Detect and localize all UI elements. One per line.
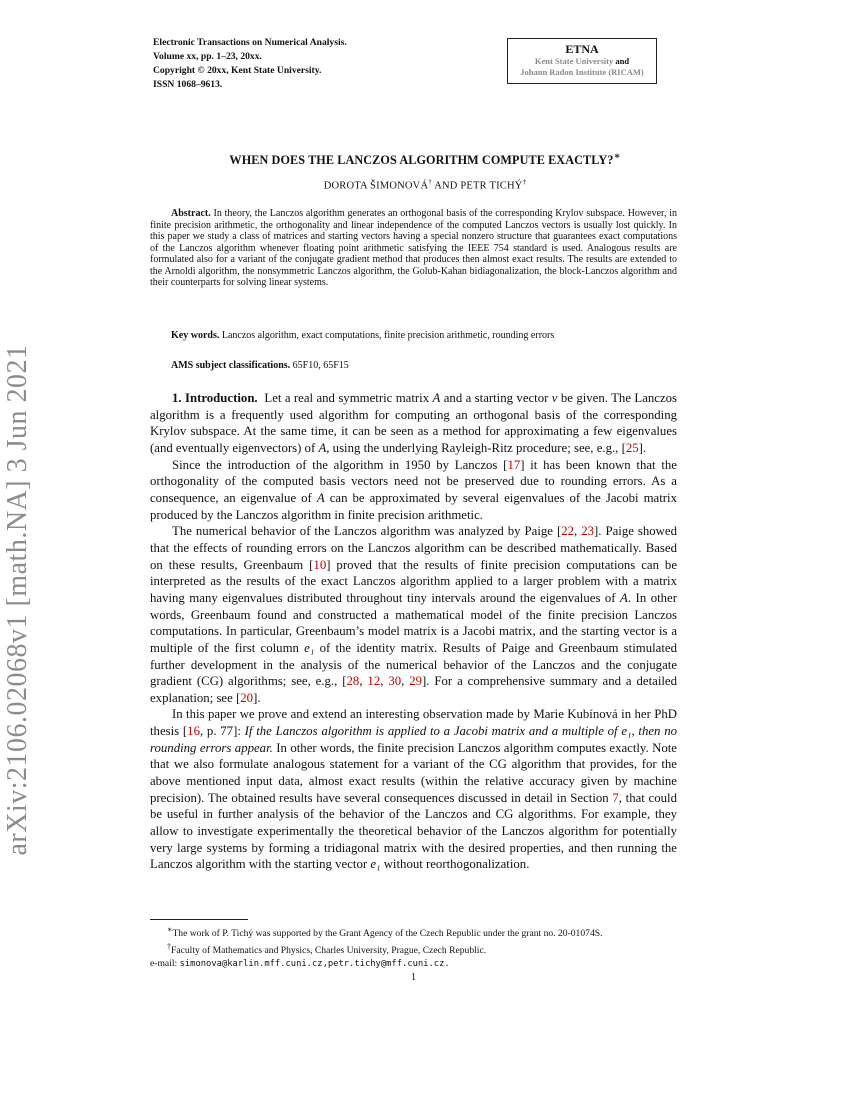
keywords	[171, 330, 554, 341]
author-2-mark: †	[522, 178, 527, 186]
footnote-1	[150, 923, 680, 940]
text: ]. For a comprehensive summary and a detailed explanation; see [	[150, 674, 678, 705]
footnotes	[150, 923, 680, 971]
text: ,	[380, 674, 389, 689]
etna-box	[507, 38, 657, 84]
math-symbol: e₁	[304, 640, 315, 655]
text: , using the underlying Rayleigh-Ritz procedure; see, e.g., [	[326, 440, 626, 455]
citation-link[interactable]: 12	[367, 674, 381, 689]
section-heading: 1. Introduction.	[172, 391, 258, 405]
abstract-text: In theory, the Lanczos algorithm generates an orthogonal basis of the corresponding Krylov subspace. However, in finite precision arithmetic, the orthogonality and linear independence of the computed Lanczos vectors is usually lost quickly. In this paper we study a class of matrices and starting vectors having a special nonzero structure that guarantees exact computations of the Lanczos algorithm whenever floating point arithmetic satisfying the IEEE 754 standard is used. Analogous results are formulated also for a variant of the conjugate gradient method that produces then almost exact results. The results are extended to the Arnoldi algorithm, the nonsymmetric Lanczos algorithm, the Golub-Kahan bidiagonalization, the block-Lanczos algorithm and their counterparts for solving linear systems.	[150, 208, 678, 289]
text: , that could be useful in further analysis of the behavior of the Lanczos and CG algorithms. For example, they allow to investigate experimentally the theoretical behavior of the Lanczos algorithm for potentially very large systems by forming a tridiagonal matrix with the desired properties, and then running the Lanczos algorithm with the starting vector	[150, 790, 677, 872]
text: ] it has been known that the orthogonality of the computed basis vectors need not be preserved due to rounding errors. As a consequence, an eigenvalue of	[150, 457, 677, 505]
keywords-label: Key words.	[171, 330, 220, 341]
footnote-2-text: Faculty of Mathematics and Physics, Charles University, Prague, Czech Republic.	[171, 945, 487, 957]
footnote-1-text: The work of P. Tichý was supported by the Grant Agency of the Czech Republic under the grant no. 20-01074S.	[172, 928, 603, 940]
citation-link[interactable]: 25	[625, 440, 639, 455]
section-reference-link[interactable]: 7	[612, 790, 619, 805]
citation-link[interactable]: 30	[388, 674, 402, 689]
citation-link[interactable]: 28	[346, 674, 360, 689]
text: can be approximated by several eigenvalues of the Jacobi matrix produced by the Lanczos algorithm in finite precision arithmetic.	[150, 490, 677, 522]
paper-title	[150, 150, 700, 168]
text: of the identity matrix. Results of Paige and Greenbaum stimulated further development in the analysis of the numerical behavior of the Lanczos and the conjugate gradient (CG) algorithms; see, e.g., [	[150, 640, 677, 689]
introduction-section	[150, 390, 677, 873]
text: be given. The Lanczos algorithm is a frequently used algorithm for computing an orthogonal basis of the corresponding Krylov subspace. At the same time, it can be seen as a method for approximating a few eigenvalues (and eventually eigenvectors) of	[150, 391, 678, 455]
page-number: 1	[411, 972, 416, 983]
email-addresses[interactable]: simonova@karlin.mff.cuni.cz,petr.tichy@mff.cuni.cz.	[179, 959, 450, 970]
citation-link[interactable]: 16	[187, 724, 200, 739]
paragraph-2	[150, 457, 677, 524]
abstract	[150, 208, 677, 289]
email-label: e-mail:	[150, 958, 178, 970]
journal-name: Electronic Transactions on Numerical Analysis.	[153, 37, 347, 48]
text: In other words, the finite precision Lanczos algorithm computes exactly. Note that we also formulate analogous statement for a variant of the CG algorithm that provides, for the above mentioned input data, almost exact results (within the relative accuracy given by machine precision). The obtained results have several consequences discussed in detail in Section	[150, 740, 677, 805]
text: . In other words, Greenbaum found and constructed a mathematical model of the finite precision Lanczos computations. In particular, Greenbaum’s model matrix is a Jacobi matrix, and the starting vector is a multiple of the first column	[150, 590, 677, 655]
etna-name: ETNA	[565, 42, 599, 56]
footnote-email	[150, 957, 680, 971]
keywords-text: Lanczos algorithm, exact computations, finite precision arithmetic, rounding errors	[221, 330, 555, 341]
text: ].	[638, 440, 647, 455]
citation-link[interactable]: 23	[581, 524, 595, 539]
etna-affiliation-2: Johann Radon Institute (RICAM)	[520, 67, 644, 77]
author-1-mark: †	[428, 178, 432, 186]
etna-affiliation-1: Kent State University	[534, 56, 614, 66]
author-1: DOROTA ŠIMONOVÁ	[323, 180, 429, 192]
paragraph-3	[150, 523, 677, 706]
citation-link[interactable]: 17	[507, 457, 521, 472]
text: ] proved that the results of finite precision computations can be interpreted as the results of the exact Lanczos algorithm applied to a larger problem with a matrix having many eigenvalues distributed throughout tiny intervals around the eigenvalues of	[150, 557, 678, 605]
math-symbol: A	[432, 391, 441, 405]
authors	[150, 178, 700, 192]
journal-header	[153, 36, 347, 92]
paragraph-4	[150, 706, 677, 873]
math-symbol: A	[316, 490, 325, 505]
abstract-label: Abstract.	[171, 208, 211, 219]
footnote-2-mark: †	[167, 942, 171, 952]
arxiv-stamp-text: arXiv:2106.02068v1 [math.NA] 3 Jun 2021	[2, 344, 33, 856]
math-symbol: v	[551, 391, 558, 405]
authors-and: AND	[434, 180, 458, 192]
text: In this paper we prove and extend an interesting observation made by Marie Kubínová in her PhD thesis [	[150, 707, 677, 739]
citation-link[interactable]: 20	[240, 690, 254, 705]
text: Since the introduction of the algorithm in 1950 by Lanczos [	[172, 457, 508, 472]
quoted-observation: If the Lanczos algorithm is applied to a Jacobi matrix and a multiple of e₁, then no rounding errors appear.	[150, 724, 678, 755]
journal-issn: ISSN 1068–9613.	[153, 79, 223, 90]
paper-title-text: WHEN DOES THE LANCZOS ALGORITHM COMPUTE EXACTLY?	[229, 153, 614, 168]
journal-copyright: Copyright © 20xx, Kent State University.	[153, 65, 322, 76]
ams-label: AMS subject classifications.	[171, 360, 291, 371]
text: , p. 77]:	[199, 724, 241, 739]
ams-classifications	[171, 360, 349, 371]
ams-text: 65F10, 65F15	[292, 360, 349, 371]
title-footnote-mark: ∗	[613, 151, 621, 162]
text: ,	[359, 674, 368, 689]
footnote-divider	[150, 919, 248, 920]
text: Let a real and symmetric matrix	[264, 391, 430, 405]
text: ,	[574, 524, 582, 539]
math-symbol: A	[318, 440, 327, 455]
paragraph-1	[150, 390, 677, 457]
citation-link[interactable]: 10	[313, 557, 327, 572]
author-2: PETR TICHÝ	[460, 180, 523, 192]
journal-volume: Volume xx, pp. 1–23, 20xx.	[153, 51, 262, 62]
footnote-2	[150, 940, 680, 957]
math-symbol: e₁	[370, 857, 381, 872]
text: without reorthogonalization.	[383, 857, 530, 872]
etna-and: and	[615, 56, 630, 66]
text: ,	[401, 674, 410, 689]
text: ].	[253, 690, 261, 705]
math-symbol: A	[620, 590, 628, 605]
footnote-1-mark: ∗	[167, 925, 173, 934]
text: The numerical behavior of the Lanczos algorithm was analyzed by Paige [	[172, 524, 562, 539]
text: and a starting vector	[443, 391, 549, 405]
text: ]. Paige showed that the effects of rounding errors on the Lanczos algorithm can be described mathematically. Based on these results, Greenbaum [	[150, 524, 677, 572]
citation-link[interactable]: 29	[409, 674, 423, 689]
citation-link[interactable]: 22	[561, 524, 575, 539]
